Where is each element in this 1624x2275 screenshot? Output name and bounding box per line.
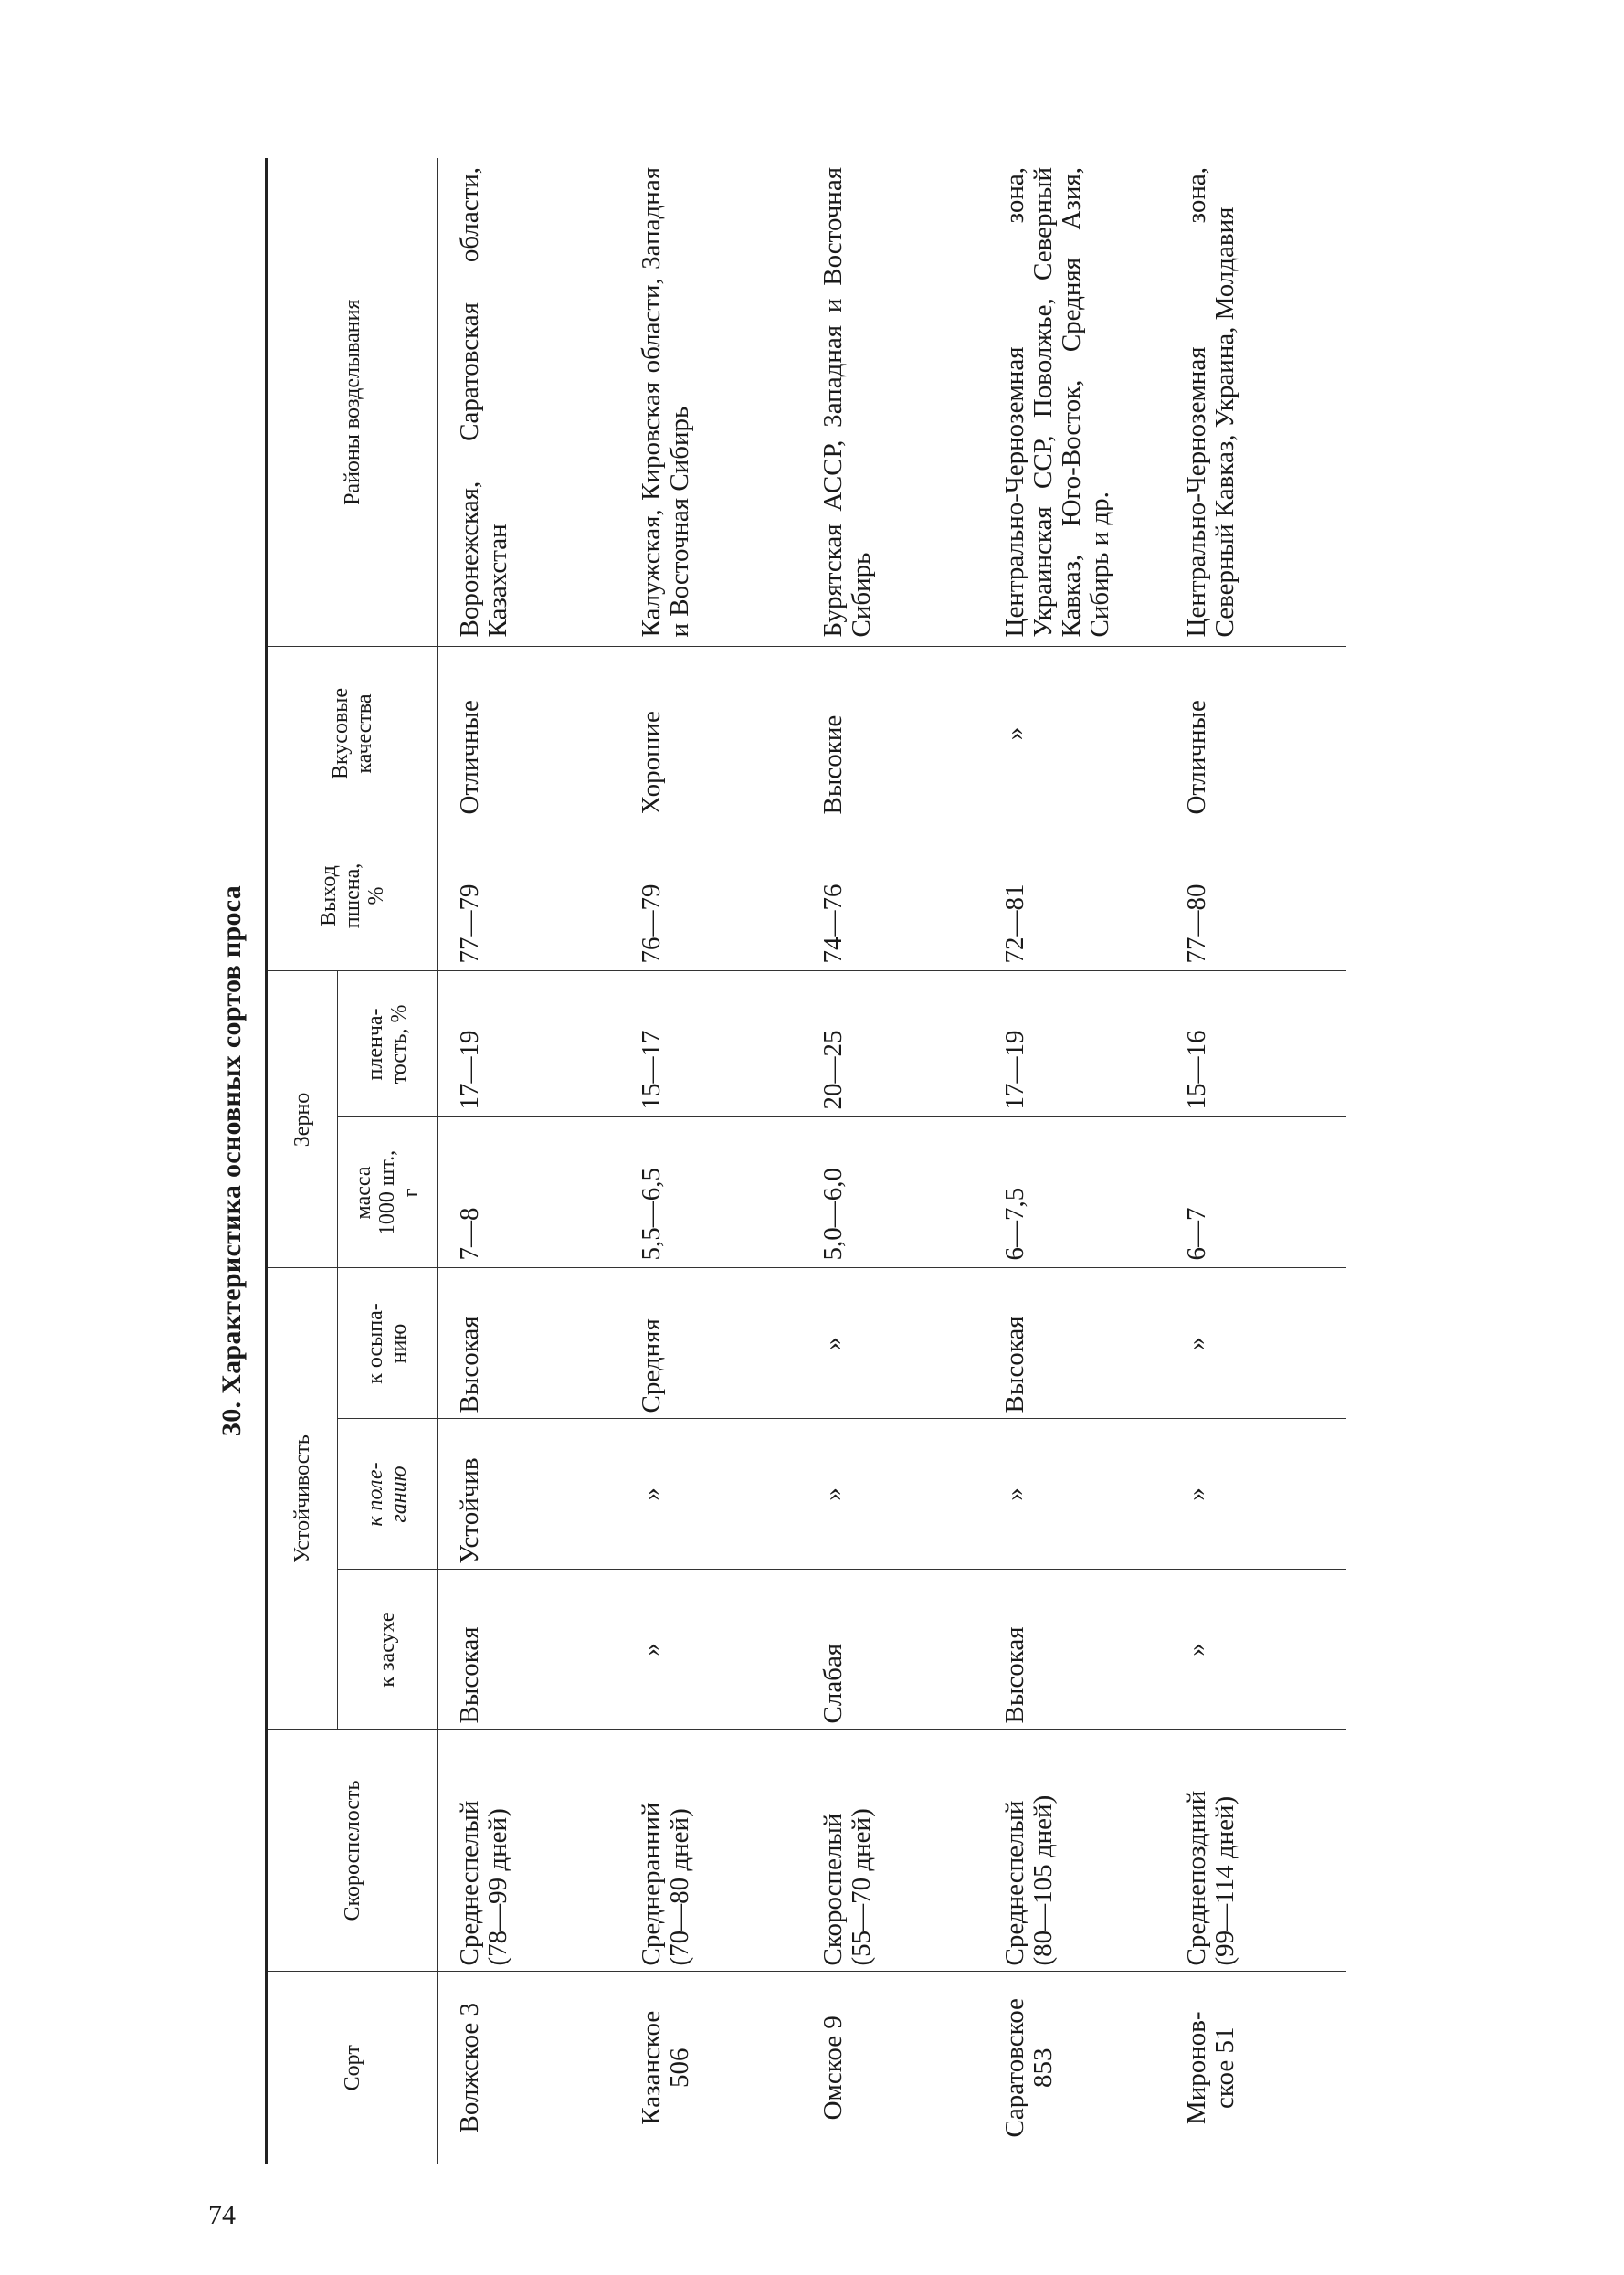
cell-maturity: Среднеспелый (78—99 дней) [438,1730,620,1972]
cell-grain-mass: 6—7,5 [983,1117,1165,1268]
table-row [983,158,1165,2164]
cell-drought: » [619,1570,801,1730]
cell-regions: Воронежская, Саратовская области, Казахстан [438,158,620,647]
cell-shedding: Высокая [438,1268,620,1419]
cell-grain-hull: 15—17 [619,971,801,1117]
header-variety: Сорт [267,1972,438,2164]
cell-yield: 72—81 [983,820,1165,971]
table-row [1165,158,1346,2164]
cell-lodging: » [983,1419,1165,1570]
table-row [801,158,983,2164]
cell-variety: Миронов- ское 51 [1182,2011,1239,2125]
cell-regions: Бурятская АССР, Западная и Восточная Сибирь [801,158,983,647]
cell-grain-hull: 17—19 [983,971,1165,1117]
cell-shedding: » [801,1268,983,1419]
cell-regions: Центрально-Черноземная зона, Северный Кавказ, Украина, Молдавия [1165,158,1346,647]
header-grain: Зерно [267,971,338,1268]
cell-grain-hull: 17—19 [438,971,620,1117]
header-yield: Выход пшена, % [267,820,438,971]
cell-yield: 76—79 [619,820,801,971]
table-row [619,158,801,2164]
table-row [438,158,620,2164]
header-resistance: Устойчивость [267,1268,338,1730]
header-grain-mass: масса 1000 шт., г [338,1117,438,1268]
cell-maturity: Скороспелый (55—70 дней) [801,1730,983,1972]
header-taste: Вкусовые качества [267,647,438,820]
header-maturity: Скороспелость [267,1730,438,1972]
table-header [267,158,438,2164]
cell-variety: Казанское 506 [637,2010,694,2125]
rotated-table-area [205,158,1483,2164]
cell-taste: Высокие [801,647,983,820]
cell-yield: 74—76 [801,820,983,971]
header-resistance-lodging: к поле- ганию [338,1419,438,1570]
header-grain-hull: пленча- тость, % [338,971,438,1117]
cell-shedding: Средняя [619,1268,801,1419]
cell-yield: 77—79 [438,820,620,971]
cell-variety: Омское 9 [818,2016,848,2121]
cell-drought: Высокая [438,1570,620,1730]
cell-regions: Калужская, Кировская области, Западная и Восточная Сибирь [619,158,801,647]
cell-taste: Отличные [1165,647,1346,820]
cell-grain-hull: 15—16 [1165,971,1346,1117]
cell-maturity: Среднеранний (70—80 дней) [619,1730,801,1972]
cell-lodging: » [1165,1419,1346,1570]
cell-grain-mass: 7—8 [438,1117,620,1268]
page-number: 74 [208,2200,236,2230]
cell-taste: Хорошие [619,647,801,820]
cell-lodging: » [801,1419,983,1570]
cell-drought: » [1165,1570,1346,1730]
cell-yield: 77—80 [1165,820,1346,971]
millet-varieties-table [265,158,1346,2164]
cell-variety: Волжское 3 [455,2003,484,2133]
cell-taste: Отличные [438,647,620,820]
cell-grain-mass: 5,5—6,5 [619,1117,801,1268]
cell-maturity: Среднепоздний (99—114 дней) [1165,1730,1346,1972]
cell-lodging: » [619,1419,801,1570]
cell-grain-mass: 6—7 [1165,1117,1346,1268]
cell-drought: Высокая [983,1570,1165,1730]
cell-regions: Центрально-Черноземная зона, Украинская ССР, Поволжье, Северный Кавказ, Юго-Восток, Средняя Азия, Сибирь и др. [983,158,1165,647]
header-resistance-drought: к засухе [338,1570,438,1730]
cell-lodging: Устойчив [438,1419,620,1570]
cell-taste: » [983,647,1165,820]
table-title: 30. Характеристика основных сортов проса [216,884,247,1437]
cell-maturity: Среднеспелый (80—105 дней) [983,1730,1165,1972]
header-resistance-shedding: к осыпа- нию [338,1268,438,1419]
cell-grain-mass: 5,0—6,0 [801,1117,983,1268]
cell-drought: Слабая [801,1570,983,1730]
header-regions: Районы возделывания [267,158,438,647]
cell-shedding: » [1165,1268,1346,1419]
cell-variety: Саратовское 853 [1000,1998,1058,2138]
cell-grain-hull: 20—25 [801,971,983,1117]
cell-shedding: Высокая [983,1268,1165,1419]
